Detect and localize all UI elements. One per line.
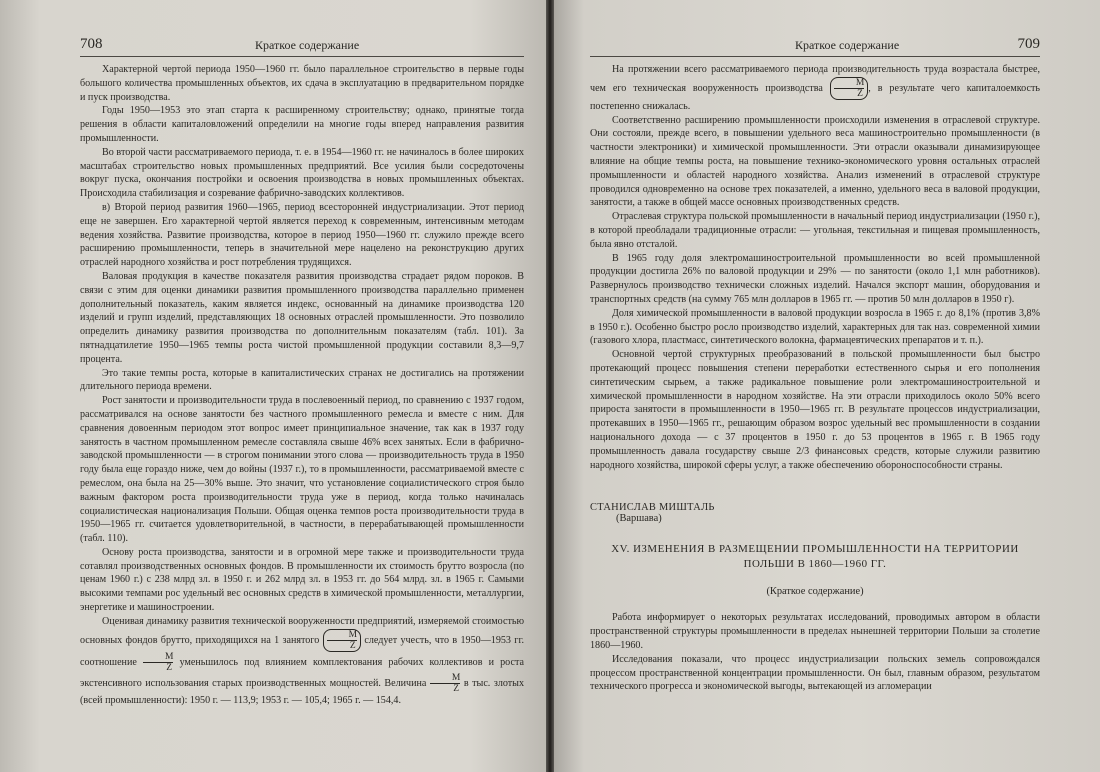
- fraction-denominator: Z: [430, 683, 460, 694]
- running-header: [590, 36, 1040, 57]
- paragraph: В 1965 году доля электромашиностроительной промышленности во всей промышленной продукции достигла 26% по валовой продукции и 29% — по занятости (около 1,1 млн работников). Развернулось производство технически сложных изделий. Начался экспорт машин, оборудования и транспортных средств (на сумму 765 млн долларов в 1965 гг. — против 50 млн долларов в 1950 г).: [590, 252, 1040, 305]
- author-name: СТАНИСЛАВ МИШТАЛЬ: [590, 502, 715, 514]
- text-run: уменьшилось под влиянием комплектования рабочих коллективов и роста экстенсивного использования старых производственных мощностей. Величина: [80, 656, 524, 689]
- running-header: [80, 36, 524, 57]
- paragraph: Валовая продукция в качестве показателя развития производства страдает рядом пороков. В связи с этим для оценки динамики развития промышленного производства параллельно применен дополнительный показатель, каким является индекс, основанный на динамике производства 120 изделий и групп изделий, представляющих 18 основных отраслей промышленности. Это позволило определить динамику развития производства по дополнительным показателям (табл. 101). За пятнадцатилетие 1950—1965 темпы роста чистой промышленной продукции составили 8,3—9,7 процента.: [80, 270, 524, 365]
- page-body: [80, 63, 524, 707]
- page-number: 709: [1017, 36, 1040, 52]
- paragraph: Работа информирует о некоторых результатах исследований, проводимых автором в области пространственной структуры промышленности в пределах нынешней территории Польши за столетие 1860—1960.: [590, 612, 1040, 651]
- section-subtitle: (Краткое содержание): [766, 586, 864, 598]
- section-title: XV. ИЗМЕНЕНИЯ В РАЗМЕЩЕНИИ ПРОМЫШЛЕННОСТИ НА ТЕРРИТОРИИ ПОЛЬШИ В 1860—1960 ГГ.: [611, 543, 1019, 571]
- fraction-m-over-z: [143, 652, 173, 673]
- paragraph: Основу роста производства, занятости и в огромной мере также и производительности труда сотавлял производственных основных фондов. В промышленности их стоимость брутто возросла (по ценам 1960 г.) с 238 млрд зл. в 1950 г. и 262 млрд зл. в 1953 гг. до 564 млрд. зл. в 1965 г. Самыми высокими темпами рос удельный вес основных средств в химической промышленности, металлургии, энергетике и машиностроении.: [80, 546, 524, 614]
- text-run: На протяжении всего рассматриваемого периода производительность труда возрастала быстрее, чем его техническая вооруженность производства: [590, 64, 1040, 94]
- fraction-m-over-z: [430, 673, 460, 694]
- page-number: 708: [80, 36, 103, 52]
- paragraph: Исследования показали, что процесс индустриализации польских земель сопровождался процессом пространственной концентрации промышленности. Он был, главным образом, результатом технического прогресса и экономической выгоды, вытекающей из агломерации: [590, 653, 1040, 693]
- paragraph: Соответственно расширению промышленности происходили изменения в отраслевой структуре. Они состояли, прежде всего, в повышении удельного веса машиностроительно промышленности (в частности электроники) и химической промышленности. Эти отрасли оказывали динамизирующее влияние на общие темпы роста, на повышение технико-экономического уровня остальных отраслей промышленности и областей народного хозяйства. Анализ изменений в отраслевой структуре проводился одновременно на основе трех показателей, а именно, удельного веса в валовой продукции, занятости, а также в общей массе основных производственных средств.: [590, 114, 1040, 209]
- paragraph: Во второй части рассматриваемого периода, т. е. в 1954—1960 гг. не начиналось в более широких масштабах строительство новых промышленных предприятий. Все усилия были сосредоточены вокруг пуска, окончания постройки и освоения производства в новых промышленных объектах. Происходила стабилизация и созревание фабрично-заводских коллективов.: [80, 146, 524, 200]
- paragraph: Характерной чертой периода 1950—1960 гг. было параллельное строительство в первые годы большого количества промышленных объектов, их сдача в эксплуатацию в предварительном порядке и пуск производства.: [80, 64, 524, 103]
- book-gutter: [546, 0, 554, 772]
- text-run: Оценивая динамику развития технической вооруженности предприятий, измеряемой стоимостью основных фондов брутто, приходящихся на 1 занятого: [80, 615, 524, 646]
- author-city: (Варшава): [616, 513, 662, 525]
- fraction-m-over-z: [830, 77, 868, 100]
- right-page: [554, 0, 1100, 772]
- left-page: [0, 0, 546, 772]
- text-run: следует учесть, что в 1950—1953 гг. соотношение: [80, 634, 524, 668]
- page-body: [590, 63, 1040, 694]
- fraction-denominator: Z: [143, 662, 173, 673]
- paragraph: в) Второй период развития 1960—1965, период всесторонней индустриализации. Этот период еще не завершен. Его характерной чертой является переход к современным, интенсивным методам ведения хозяйства. Развитие производства, которое в период 1950—1960 гг. служило прежде всего расширению промышленности, теперь в значительной мере нацелено на реконструкцию других отраслей народного хозяйства и рост потребления трудящихся.: [80, 201, 524, 269]
- paragraph: Доля химической промышленности в валовой продукции возросла в 1965 г. до 8,1% (против 3,8% в 1950 г.). Особенно быстро росло производство изделий, характерных для так наз. современной химии (газового хлора, пластмасс, синтетического волокна, фармацевтических препаратов и т. п.).: [590, 307, 1040, 347]
- fraction-denominator: Z: [834, 88, 864, 99]
- paragraph-with-formulas: [80, 615, 524, 708]
- text-run: в тыс. злотых (всей промышленности): 1950 г. — 113,9; 1953 г. — 105,4; 1965 г. — 154,4.: [80, 677, 525, 706]
- paragraph-with-formulas: [590, 63, 1040, 114]
- fraction-numerator: M: [451, 672, 461, 683]
- fraction-m-over-z: [323, 629, 361, 652]
- running-title: Краткое содержание: [795, 38, 900, 52]
- fraction-numerator: M: [348, 629, 358, 640]
- paragraph: Годы 1950—1953 это этап старта к расширенному строительству; однако, принятые тогда решения в области капиталовложений определили на многие годы вперед направления развития промышленности.: [80, 105, 524, 144]
- fraction-numerator: M: [855, 77, 865, 88]
- paragraph: Рост занятости и производительности труда в послевоенный период, по сравнению с 1937 годом, рассматривался на основе занятости без частного промышленного ремесла и вместе с ним. Для сравнения довоенным периодом этот вопрос имеет принципиальное значение, так как в 1937 году занятость в частном промышленном ремесле составляла свыше 46% всех занятых. Если в фабрично-заводской промышленности — в строгом понимании этого слова — производительность труда в 1950 году была еще гораздо ниже, чем до войны (1937 г.), то в промышленности, рассматриваемой вместе с ремеслом, она была на 25—30% выше. Это значит, что установление социалистического строя было важным фактором роста производительности труда уже в период, когда только начиналась социалистическая национализация Польши. Общая оценка темпов роста производительности труда в 1950—1965 гг. считается удовлетворительной, в частности, в перерабатывающей промышленности (табл. 110).: [80, 395, 524, 545]
- paragraph: Основной чертой структурных преобразований в польской промышленности был быстро протекающий процесс повышения степени переработки естественного сырья и его пополнения синтетическим сырьем, а также радикальное повышение роли электромашиностроительной и химической промышленности в народном хозяйстве. На эти отрасли приходилось около 50% всего прироста занятости в промышленности в 1950—1965 гг. В результате процессов индустриализации, протекавших в 1950—1965 гг., решающим образом возрос удельный вес промышленности в создании национального дохода — с 37 процентов в 1950 г. до 53 процентов в 1965 г. В 1965 году промышленность давала государству свыше 2/3 финансовых средств, которые служили развитию народного хозяйства, широкой сферы услуг, а также обеспечению обороноспособности страны.: [590, 349, 1040, 471]
- fraction-denominator: Z: [327, 640, 357, 651]
- fraction-numerator: M: [164, 651, 174, 662]
- paragraph: Это такие темпы роста, которые в капиталистических странах не достигались на протяжении длительного периода времени.: [80, 367, 524, 393]
- running-title: Краткое содержание: [255, 38, 360, 52]
- paragraph: Отраслевая структура польской промышленности в начальный период индустриализации (1950 г.), в которой преобладали традиционные отрасли: — угольная, текстильная и пищевая промышленность, была явно отсталой.: [590, 211, 1040, 250]
- text-run: , в результате чего капиталоемкость постепенно снижалась.: [590, 82, 1040, 112]
